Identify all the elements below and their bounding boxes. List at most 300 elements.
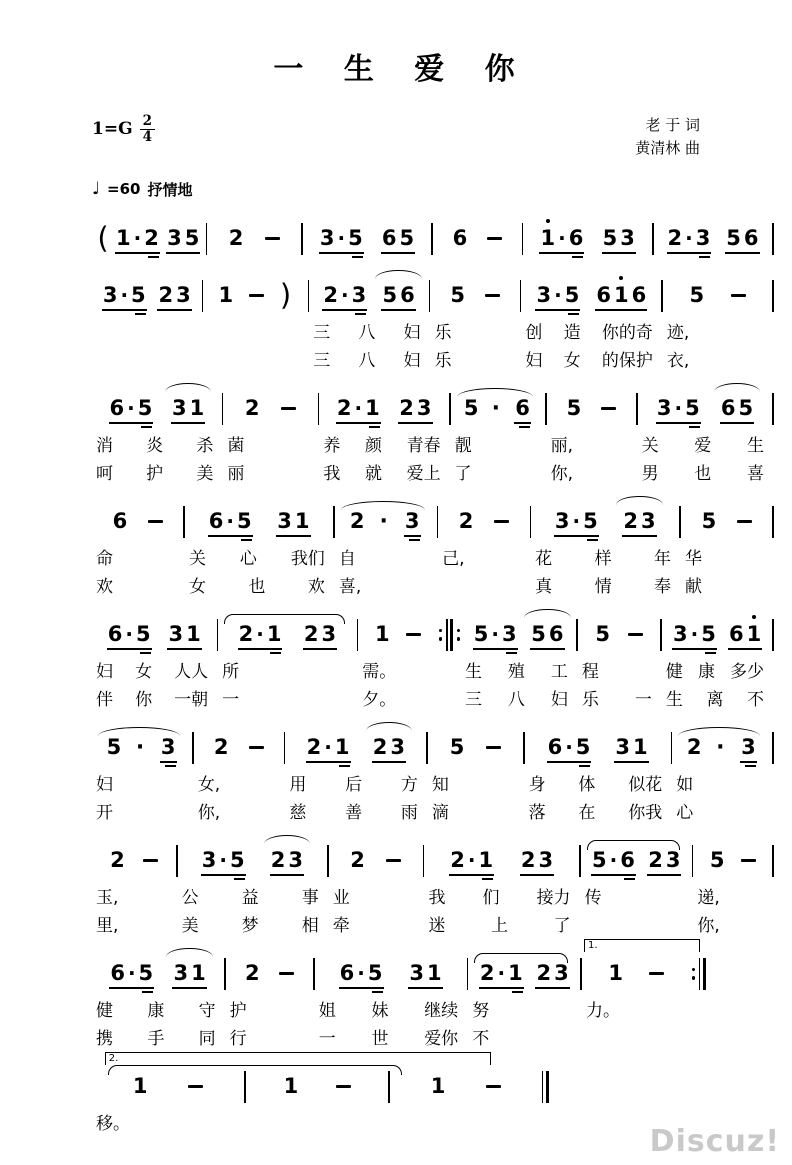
- lyric: 生: [747, 436, 764, 456]
- lyric: 关: [641, 436, 659, 456]
- measure-notes: [578, 615, 662, 655]
- dot-separator: ·: [341, 283, 349, 308]
- measure-notes: [461, 615, 578, 655]
- lyric: 颜: [365, 436, 382, 456]
- note: 6: [620, 848, 635, 873]
- lyric-line: [309, 346, 430, 372]
- note-group: [101, 283, 148, 307]
- measure-notes: [203, 276, 309, 316]
- lyric-line: [92, 1109, 246, 1135]
- measure-notes: [521, 276, 662, 316]
- note: 1: [115, 226, 131, 251]
- measure-content: [92, 615, 217, 655]
- lyric: 一: [634, 690, 652, 710]
- dot-separator: ·: [133, 226, 142, 251]
- note: 3: [656, 396, 672, 421]
- music-system: [92, 824, 774, 937]
- measure-content: [424, 841, 579, 881]
- slur: [457, 388, 533, 397]
- sixteenth-beam: [512, 991, 523, 993]
- note: 5: [137, 396, 153, 421]
- measure: [390, 1067, 549, 1135]
- sixteenth-beam: [624, 878, 635, 880]
- measure-content: [315, 954, 467, 994]
- quarter-note-icon: ♩: [92, 179, 101, 199]
- sixteenth-beam: [482, 878, 493, 880]
- notes-row: [92, 939, 706, 1050]
- note: 3: [673, 622, 688, 647]
- lyric: 妇: [550, 690, 568, 710]
- repeat-dots: [457, 629, 461, 641]
- lyric: 姐: [318, 1001, 336, 1021]
- lyric: 玉,: [96, 888, 119, 908]
- measure: [663, 276, 774, 372]
- note-group: [108, 396, 155, 420]
- sixteenth-beam: [409, 539, 420, 541]
- sixteenth-beam: [369, 426, 380, 428]
- measure: [461, 615, 578, 711]
- lyric: 殖: [507, 662, 525, 682]
- lyric: 美: [196, 464, 214, 484]
- lyric-line: [468, 1024, 582, 1050]
- note: 6: [631, 283, 647, 308]
- note: 5: [106, 735, 122, 760]
- lyric: 妇: [96, 662, 113, 682]
- lyric-line: [335, 544, 438, 570]
- duration-dash: [486, 1085, 501, 1088]
- note-group: [553, 509, 600, 533]
- lyric: 爱上: [406, 464, 441, 484]
- lyric-line: [424, 911, 580, 937]
- lyric: 真: [535, 577, 553, 597]
- duration-dash: [281, 407, 296, 410]
- lyric-line: [285, 798, 428, 824]
- measure-notes: [218, 615, 358, 655]
- lyric-line: [226, 1024, 315, 1050]
- lyric: 乐: [434, 323, 452, 343]
- measure-notes: [693, 841, 774, 881]
- lyric: 女: [189, 577, 206, 597]
- note-group: [513, 396, 532, 420]
- lyric-line: [662, 657, 774, 683]
- measure: [194, 728, 286, 824]
- measure: [654, 219, 774, 259]
- measure: [468, 954, 582, 1050]
- lyric: 移。: [96, 1114, 130, 1134]
- lyric: 男: [641, 464, 659, 484]
- music-system: [92, 937, 706, 1050]
- lyric-line: [438, 544, 531, 570]
- lyric: 消: [96, 436, 113, 456]
- tempo-marking: [92, 179, 792, 200]
- note: 3: [554, 509, 570, 534]
- lyric: 方: [400, 775, 418, 795]
- note-group: [403, 509, 422, 533]
- lyric: 不: [472, 1029, 490, 1049]
- note: 3: [171, 396, 187, 421]
- measure: [315, 954, 468, 1050]
- notes-row: [92, 276, 774, 372]
- measure: [303, 219, 433, 259]
- measure: [335, 502, 438, 598]
- note-group: [671, 622, 718, 646]
- sixteenth-beam: [355, 313, 366, 315]
- song-title: 一 生 爱 你: [273, 52, 519, 87]
- lyric: 需。: [362, 662, 397, 682]
- slur: [166, 948, 212, 957]
- lyric-line: [92, 996, 226, 1022]
- lyric: 美: [181, 916, 199, 936]
- note-group: [646, 848, 682, 872]
- slur: [375, 270, 421, 279]
- measure: [226, 954, 315, 1050]
- sixteenth-beam: [241, 539, 252, 541]
- slur: [616, 496, 662, 505]
- measure: [203, 276, 309, 372]
- note: 2: [270, 848, 286, 873]
- note: 5: [726, 226, 741, 251]
- note: 5: [450, 283, 466, 308]
- measure-content: [92, 389, 222, 429]
- note: 6: [568, 226, 584, 251]
- measure-content: [433, 219, 522, 259]
- note: 5: [138, 961, 154, 986]
- note: 6: [596, 283, 611, 308]
- note: 3: [160, 735, 176, 760]
- lyric: 八: [358, 323, 376, 343]
- lyric: 体: [578, 775, 596, 795]
- measure: [223, 389, 319, 485]
- duration-dash: [485, 294, 500, 297]
- lyric: 一: [318, 1029, 336, 1049]
- note: 5: [575, 735, 591, 760]
- note-group: [380, 283, 416, 307]
- note-group: [534, 961, 570, 985]
- lyric-line: [92, 544, 185, 570]
- lyric: 妇: [403, 351, 421, 371]
- slur: [714, 383, 760, 392]
- lyric: 牵: [332, 916, 350, 936]
- measure-notes: [390, 1067, 549, 1107]
- measure-notes: [525, 728, 673, 768]
- note-group: [519, 848, 555, 872]
- note-group: [724, 226, 760, 250]
- dot-separator: ·: [565, 735, 573, 760]
- note-group: [165, 226, 201, 250]
- measure-content: [207, 219, 301, 259]
- lyric: 妇: [525, 351, 543, 371]
- lyric-line: [315, 996, 468, 1022]
- measure-content: [92, 219, 206, 259]
- measure-notes: [92, 219, 207, 259]
- measure: [521, 276, 662, 372]
- measure-content: [329, 841, 423, 881]
- lyric: 也: [248, 577, 266, 597]
- note-group: [407, 961, 443, 985]
- lyric-line: [531, 572, 681, 598]
- lyric: 创: [525, 323, 543, 343]
- sixteenth-beam: [699, 256, 710, 258]
- note: 2: [144, 226, 159, 251]
- lyric: 你我: [628, 803, 663, 823]
- note-group: [666, 226, 713, 250]
- lyric-line: [194, 770, 286, 796]
- lyric: 一朝: [174, 690, 209, 710]
- note-group: [108, 961, 155, 985]
- lyric-line: [638, 459, 774, 485]
- measure-content: [285, 728, 426, 768]
- lyric: 爱: [694, 436, 712, 456]
- measure-notes: [223, 389, 319, 429]
- note: 5: [685, 396, 700, 421]
- lyric: 康: [147, 1001, 165, 1021]
- open-paren: (: [97, 221, 109, 255]
- augmentation-dot: ·: [716, 734, 725, 760]
- measure: [329, 841, 425, 937]
- note: 1: [430, 1074, 446, 1099]
- measure: [285, 728, 428, 824]
- measure-notes: [315, 954, 468, 994]
- note: 2: [479, 961, 495, 986]
- measure-content: [662, 615, 773, 655]
- measure-content: [525, 728, 671, 768]
- lyric: 也: [694, 464, 712, 484]
- note: 5: [399, 226, 415, 251]
- lyric: 人人: [174, 662, 209, 682]
- volta-bracket: [584, 939, 700, 952]
- measure-notes: [329, 841, 425, 881]
- note: 1: [374, 622, 390, 647]
- note: 5: [701, 509, 717, 534]
- duration-dash: [265, 237, 280, 240]
- measure-content: [92, 728, 192, 768]
- lyric: 生: [465, 662, 483, 682]
- lyric-line: [185, 544, 335, 570]
- note: 5: [531, 622, 546, 647]
- note: 3: [409, 961, 425, 986]
- lyric: 样: [594, 549, 612, 569]
- lyric: 益: [241, 888, 259, 908]
- note: 3: [168, 622, 184, 647]
- note: 3: [620, 226, 635, 251]
- lyric: 女,: [197, 775, 221, 795]
- sixteenth-beam: [519, 426, 530, 428]
- measure-content: [468, 954, 580, 994]
- slur: [678, 727, 760, 736]
- lyric: 养: [323, 436, 341, 456]
- dot-separator: ·: [690, 622, 699, 647]
- sixteenth-beam: [572, 256, 583, 258]
- note: 3: [351, 283, 367, 308]
- note: 2: [244, 396, 260, 421]
- lyric-line: [672, 798, 774, 824]
- measure-notes: [428, 728, 525, 768]
- key-label: 1=G: [92, 119, 133, 140]
- lyric: 公: [181, 888, 199, 908]
- lyric: 自: [338, 549, 356, 569]
- note: 5: [463, 396, 479, 421]
- sixteenth-beam: [148, 256, 159, 258]
- lyric: 你,: [197, 803, 221, 823]
- note: 2: [238, 622, 254, 647]
- note-group: [472, 622, 519, 646]
- note: 5: [184, 226, 200, 251]
- duration-dash: [406, 633, 421, 636]
- note-group: [275, 509, 311, 533]
- note: 2: [244, 961, 260, 986]
- duration-dash: [279, 972, 294, 975]
- lyric: 世: [371, 1029, 389, 1049]
- sixteenth-beam: [270, 652, 281, 654]
- notes-row: [92, 615, 774, 711]
- note-group: [318, 226, 365, 250]
- lyric: 手: [147, 1029, 165, 1049]
- sixteenth-beam: [141, 426, 152, 428]
- note: 5: [591, 848, 607, 873]
- measure-notes: [433, 219, 523, 259]
- measure: [218, 615, 358, 711]
- note: 2: [306, 735, 322, 760]
- lyric: 雨: [400, 803, 418, 823]
- measure-notes: [672, 728, 774, 768]
- measure-notes: [285, 728, 428, 768]
- measure-content: [693, 841, 772, 881]
- measure-content: [303, 219, 432, 259]
- lyric-line: [203, 318, 309, 344]
- measure-notes: [681, 502, 774, 542]
- measure-notes: [663, 276, 774, 316]
- key-signature: [92, 114, 155, 145]
- duration-dash: [601, 407, 616, 410]
- measure-content: [672, 728, 772, 768]
- measure: [578, 615, 662, 711]
- note-group: [321, 283, 368, 307]
- barline: [772, 845, 774, 877]
- note: 1: [189, 396, 205, 421]
- dot-separator: ·: [354, 396, 363, 421]
- lyric-line: [92, 770, 194, 796]
- lyric: 了: [553, 916, 571, 936]
- dot-separator: ·: [357, 961, 365, 986]
- note: 5: [701, 622, 716, 647]
- lyric-line: [428, 798, 525, 824]
- duration-dash: [148, 520, 163, 523]
- slur: [366, 722, 412, 731]
- dot-separator: ·: [685, 226, 693, 251]
- dot-separator: ·: [226, 509, 234, 534]
- lyric-line: [672, 770, 774, 796]
- measure-content: [358, 615, 438, 655]
- duration-dash: [487, 237, 502, 240]
- measure-content: [521, 276, 661, 316]
- note-group: [159, 735, 178, 759]
- lyric: 们: [482, 888, 500, 908]
- measure-notes: [92, 728, 194, 768]
- lyric: 菌: [227, 436, 245, 456]
- note: 1: [478, 848, 494, 873]
- measure-notes: [638, 389, 774, 429]
- measure-notes: [468, 954, 582, 994]
- lyric-line: [92, 685, 218, 711]
- duration-dash: [188, 1085, 203, 1088]
- measure-content: [178, 841, 328, 881]
- note: 5: [229, 848, 245, 873]
- measure-notes: [303, 219, 433, 259]
- note: 5: [689, 283, 705, 308]
- lyric: 衣,: [666, 351, 690, 371]
- measure-notes: [547, 389, 638, 429]
- dot-separator: ·: [572, 509, 581, 534]
- lyric-line: [663, 318, 774, 344]
- measure-content: [390, 1067, 542, 1107]
- note-group: [590, 848, 637, 872]
- note: 5: [473, 622, 489, 647]
- sixteenth-beam: [506, 652, 517, 654]
- measure-content: [226, 954, 314, 994]
- lyric: 欢: [96, 577, 113, 597]
- lyric-line: [319, 431, 450, 457]
- lyric-line: [309, 318, 430, 344]
- measure-notes: [92, 276, 203, 316]
- lyric-line: [531, 544, 681, 570]
- measure: [672, 728, 774, 824]
- note: 3: [201, 848, 217, 873]
- lyric: 己,: [442, 549, 465, 569]
- measure-content: [309, 276, 429, 316]
- measure-content: [582, 954, 691, 994]
- barline: [772, 732, 774, 764]
- measure: [178, 841, 329, 937]
- note-group: [719, 396, 755, 420]
- lyric-line: [663, 346, 774, 372]
- note: 2: [372, 735, 388, 760]
- dot-separator: ·: [256, 622, 264, 647]
- note-group: [380, 226, 416, 250]
- lyric: 青春: [406, 436, 441, 456]
- note: 1: [266, 622, 282, 647]
- measure: [309, 276, 430, 372]
- meter-denominator: 4: [142, 128, 152, 145]
- lyric-line: [581, 883, 694, 909]
- note: 3: [536, 283, 552, 308]
- note-group: [305, 735, 352, 759]
- lyric-line: [468, 996, 582, 1022]
- note: 2: [213, 735, 229, 760]
- measure: [693, 841, 774, 937]
- note-group: [166, 622, 202, 646]
- note-group: [156, 283, 192, 307]
- measure: [581, 841, 694, 937]
- note: 3: [167, 226, 182, 251]
- measure-content: [319, 389, 449, 429]
- note: 2: [399, 396, 414, 421]
- lyric: 似花: [628, 775, 663, 795]
- note: 5: [348, 226, 363, 251]
- note-group: [170, 396, 206, 420]
- note: 5: [236, 509, 252, 534]
- lyric-line: [578, 685, 662, 711]
- notes-row: [92, 389, 774, 485]
- note: 6: [381, 226, 397, 251]
- lyric: 努: [472, 1001, 490, 1021]
- note-group: [534, 283, 581, 307]
- measure-notes: [178, 841, 329, 881]
- note: 1: [365, 396, 380, 421]
- lyric: 不: [746, 690, 764, 710]
- note: 6: [515, 396, 530, 421]
- augmentation-dot: ·: [135, 734, 145, 760]
- note: 2: [458, 509, 474, 534]
